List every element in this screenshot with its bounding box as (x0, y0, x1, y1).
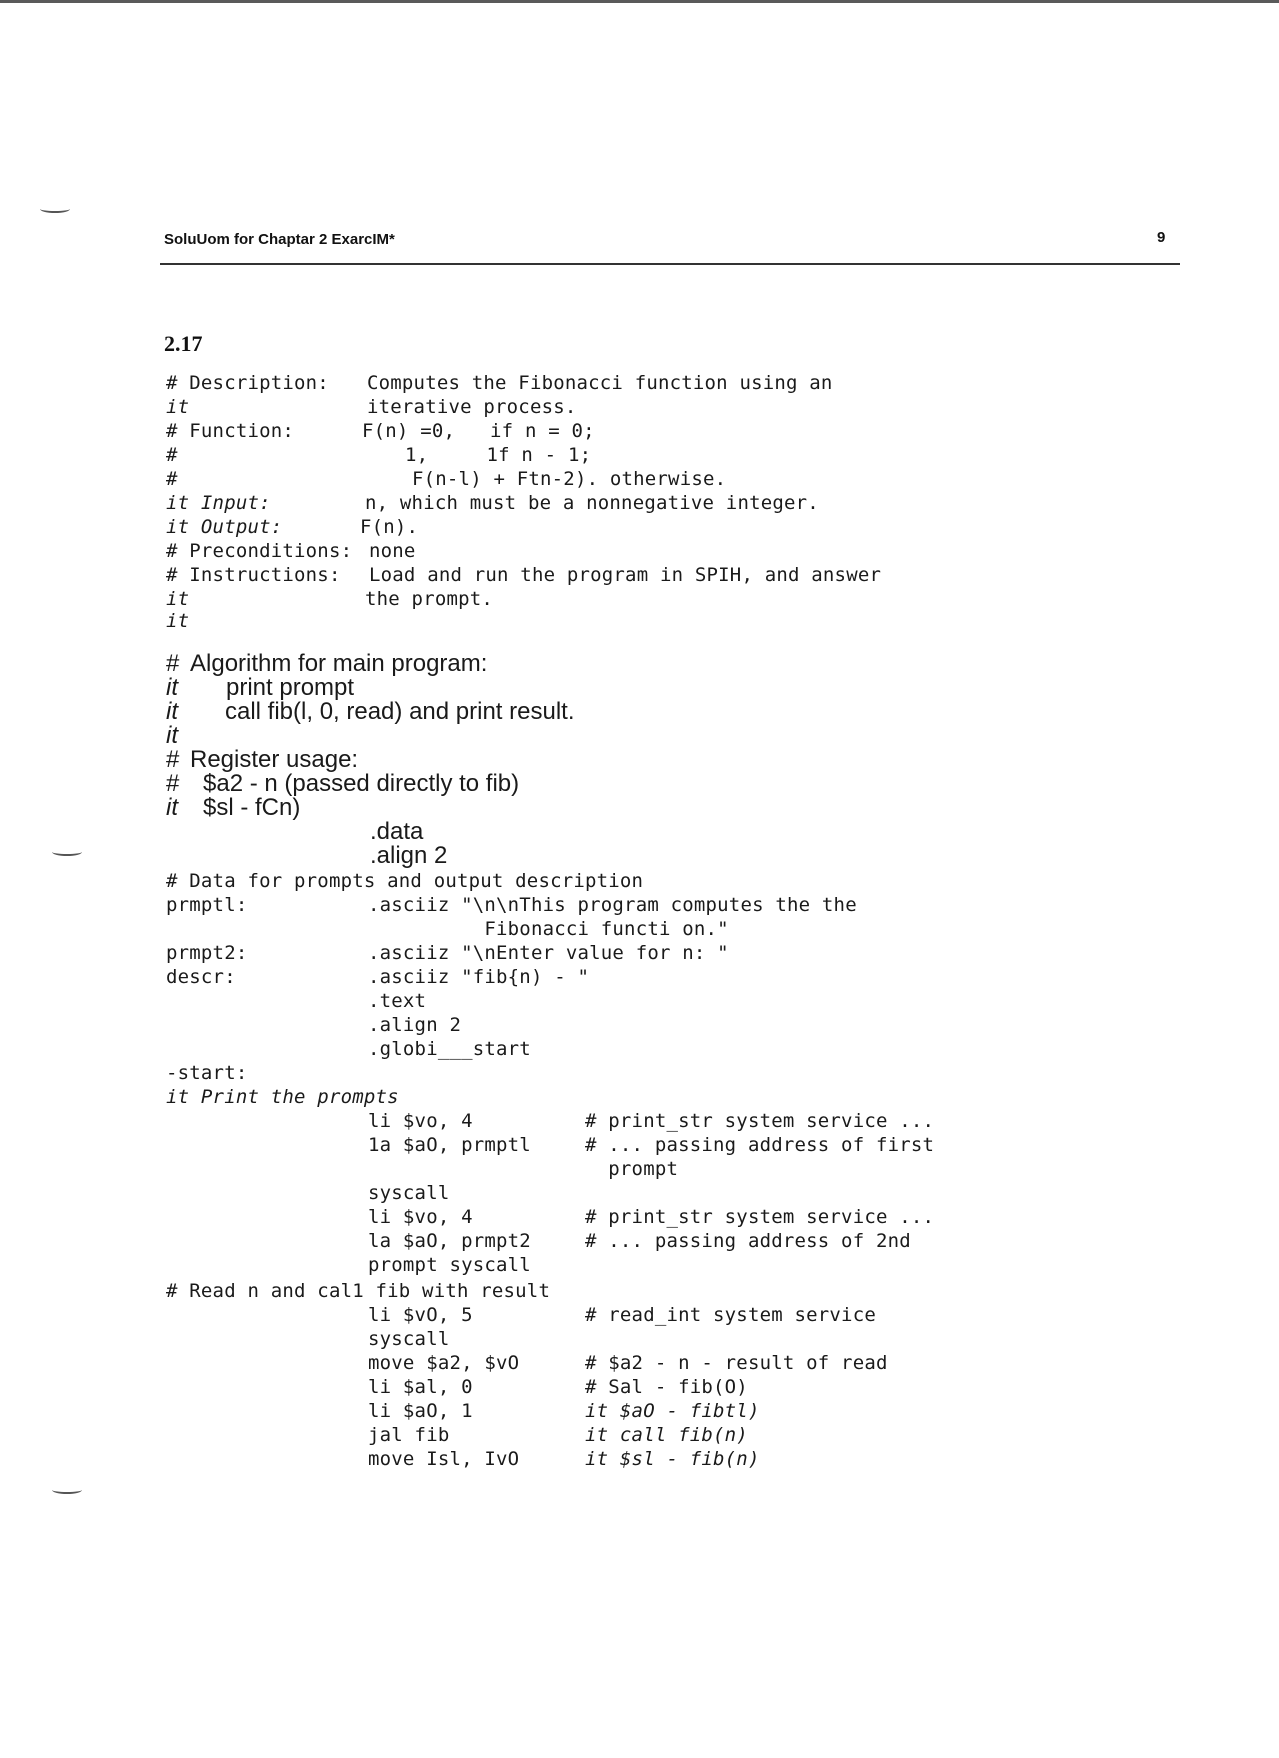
code-instruction: li $aO, 1 (368, 1400, 473, 1422)
binding-mark (52, 1486, 82, 1494)
algorithm-text: call fib(l, 0, read) and print result. (225, 698, 575, 725)
code-comment-label: # Description: (166, 372, 329, 394)
code-comment: # Sal - fib(O) (585, 1376, 748, 1398)
code-instruction: syscall (368, 1182, 450, 1204)
algorithm-text: .data (370, 818, 424, 845)
algorithm-text: Algorithm for main program: (190, 650, 488, 677)
code-instruction: li $vo, 4 (368, 1110, 473, 1132)
code-comment: prompt (585, 1158, 679, 1180)
code-comment-text: none (369, 540, 416, 562)
code-instruction: la $aO, prmpt2 (368, 1230, 531, 1252)
section-number: 2.17 (164, 331, 203, 356)
code-comment-text: F(n-l) + Ftn-2). otherwise. (412, 468, 727, 490)
code-instruction: li $al, 0 (368, 1376, 473, 1398)
code-label: it Print the prompts (166, 1086, 399, 1108)
code-comment: it call fib(n) (585, 1424, 748, 1446)
code-comment-text: F(n) =0, if n = 0; (362, 420, 595, 442)
code-comment: # ... passing address of first (585, 1134, 935, 1156)
binding-mark (40, 205, 70, 213)
code-instruction: li $vO, 5 (368, 1304, 473, 1326)
algorithm-text: Register usage: (190, 746, 359, 773)
code-comment-text: Computes the Fibonacci function using an (367, 372, 833, 394)
header-rule (160, 263, 1180, 265)
code-comment-label: # Preconditions: (166, 540, 353, 562)
code-comment-text: 1, 1f n - 1; (405, 444, 592, 466)
algorithm-label: it (166, 794, 178, 821)
code-comment: it $aO - fibtl) (585, 1400, 760, 1422)
code-comment: # print_str system service ... (585, 1110, 935, 1132)
code-instruction: Fibonacci functi on." (368, 918, 729, 940)
code-comment-text: iterative process. (367, 396, 577, 418)
code-label: # Read n and cal1 fib with result (166, 1280, 551, 1302)
code-instruction: prompt syscall (368, 1254, 531, 1276)
code-comment-label: # (166, 444, 178, 466)
code-instruction: .globi___start (368, 1038, 531, 1060)
algorithm-label: # (166, 746, 180, 773)
page-number: 9 (1157, 229, 1166, 246)
code-comment-text: the prompt. (365, 588, 494, 610)
code-comment-label: it Output: (166, 516, 283, 538)
code-instruction: .align 2 (368, 1014, 462, 1036)
code-label: prmptl: (166, 894, 248, 916)
code-comment: # print_str system service ... (585, 1206, 935, 1228)
code-instruction: move $a2, $vO (368, 1352, 520, 1374)
running-header: SoluUom for Chaptar 2 ExarcIM* (164, 231, 395, 248)
code-comment-label: it (166, 396, 190, 418)
code-comment-label: # (166, 468, 178, 490)
code-comment: # $a2 - n - result of read (585, 1352, 888, 1374)
code-label: -start: (166, 1062, 248, 1084)
algorithm-text: print prompt (226, 674, 355, 701)
code-instruction: 1a $aO, prmptl (368, 1134, 531, 1156)
code-comment-text: F(n). (360, 516, 419, 538)
algorithm-text: $sl - fCn) (203, 794, 301, 821)
code-instruction: .asciiz "\nEnter value for n: " (368, 942, 729, 964)
binding-mark (52, 848, 82, 856)
code-comment-label: # Instructions: (166, 564, 341, 586)
code-label: prmpt2: (166, 942, 248, 964)
algorithm-text: $a2 - n (passed directly to fib) (203, 770, 520, 797)
code-comment-text: Load and run the program in SPIH, and answer (369, 564, 882, 586)
code-comment: # ... passing address of 2nd (585, 1230, 911, 1252)
code-comment-label: it (166, 588, 190, 610)
code-comment-label: it Input: (166, 492, 271, 514)
code-comment-label: # Function: (166, 420, 295, 442)
code-comment: it $sl - fib(n) (585, 1448, 760, 1470)
code-comment: # read_int system service (585, 1304, 876, 1326)
algorithm-label: it (166, 698, 178, 725)
code-comment-text: n, which must be a nonnegative integer. (365, 492, 819, 514)
algorithm-label: # (166, 650, 180, 677)
code-instruction: .asciiz "\n\nThis program computes the the (368, 894, 857, 916)
code-instruction: li $vo, 4 (368, 1206, 473, 1228)
code-comment-label: it (166, 610, 190, 632)
code-instruction: syscall (368, 1328, 450, 1350)
algorithm-text: .align 2 (370, 842, 448, 869)
code-instruction: .text (368, 990, 427, 1012)
code-label: # Data for prompts and output description (166, 870, 644, 892)
code-instruction: move Isl, IvO (368, 1448, 520, 1470)
code-label: descr: (166, 966, 236, 988)
code-instruction: .asciiz "fib{n) - " (368, 966, 590, 988)
top-edge-rule (0, 0, 1279, 3)
algorithm-label: # (166, 770, 180, 797)
algorithm-label: it (166, 722, 178, 749)
code-instruction: jal fib (368, 1424, 450, 1446)
algorithm-label: it (166, 674, 178, 701)
